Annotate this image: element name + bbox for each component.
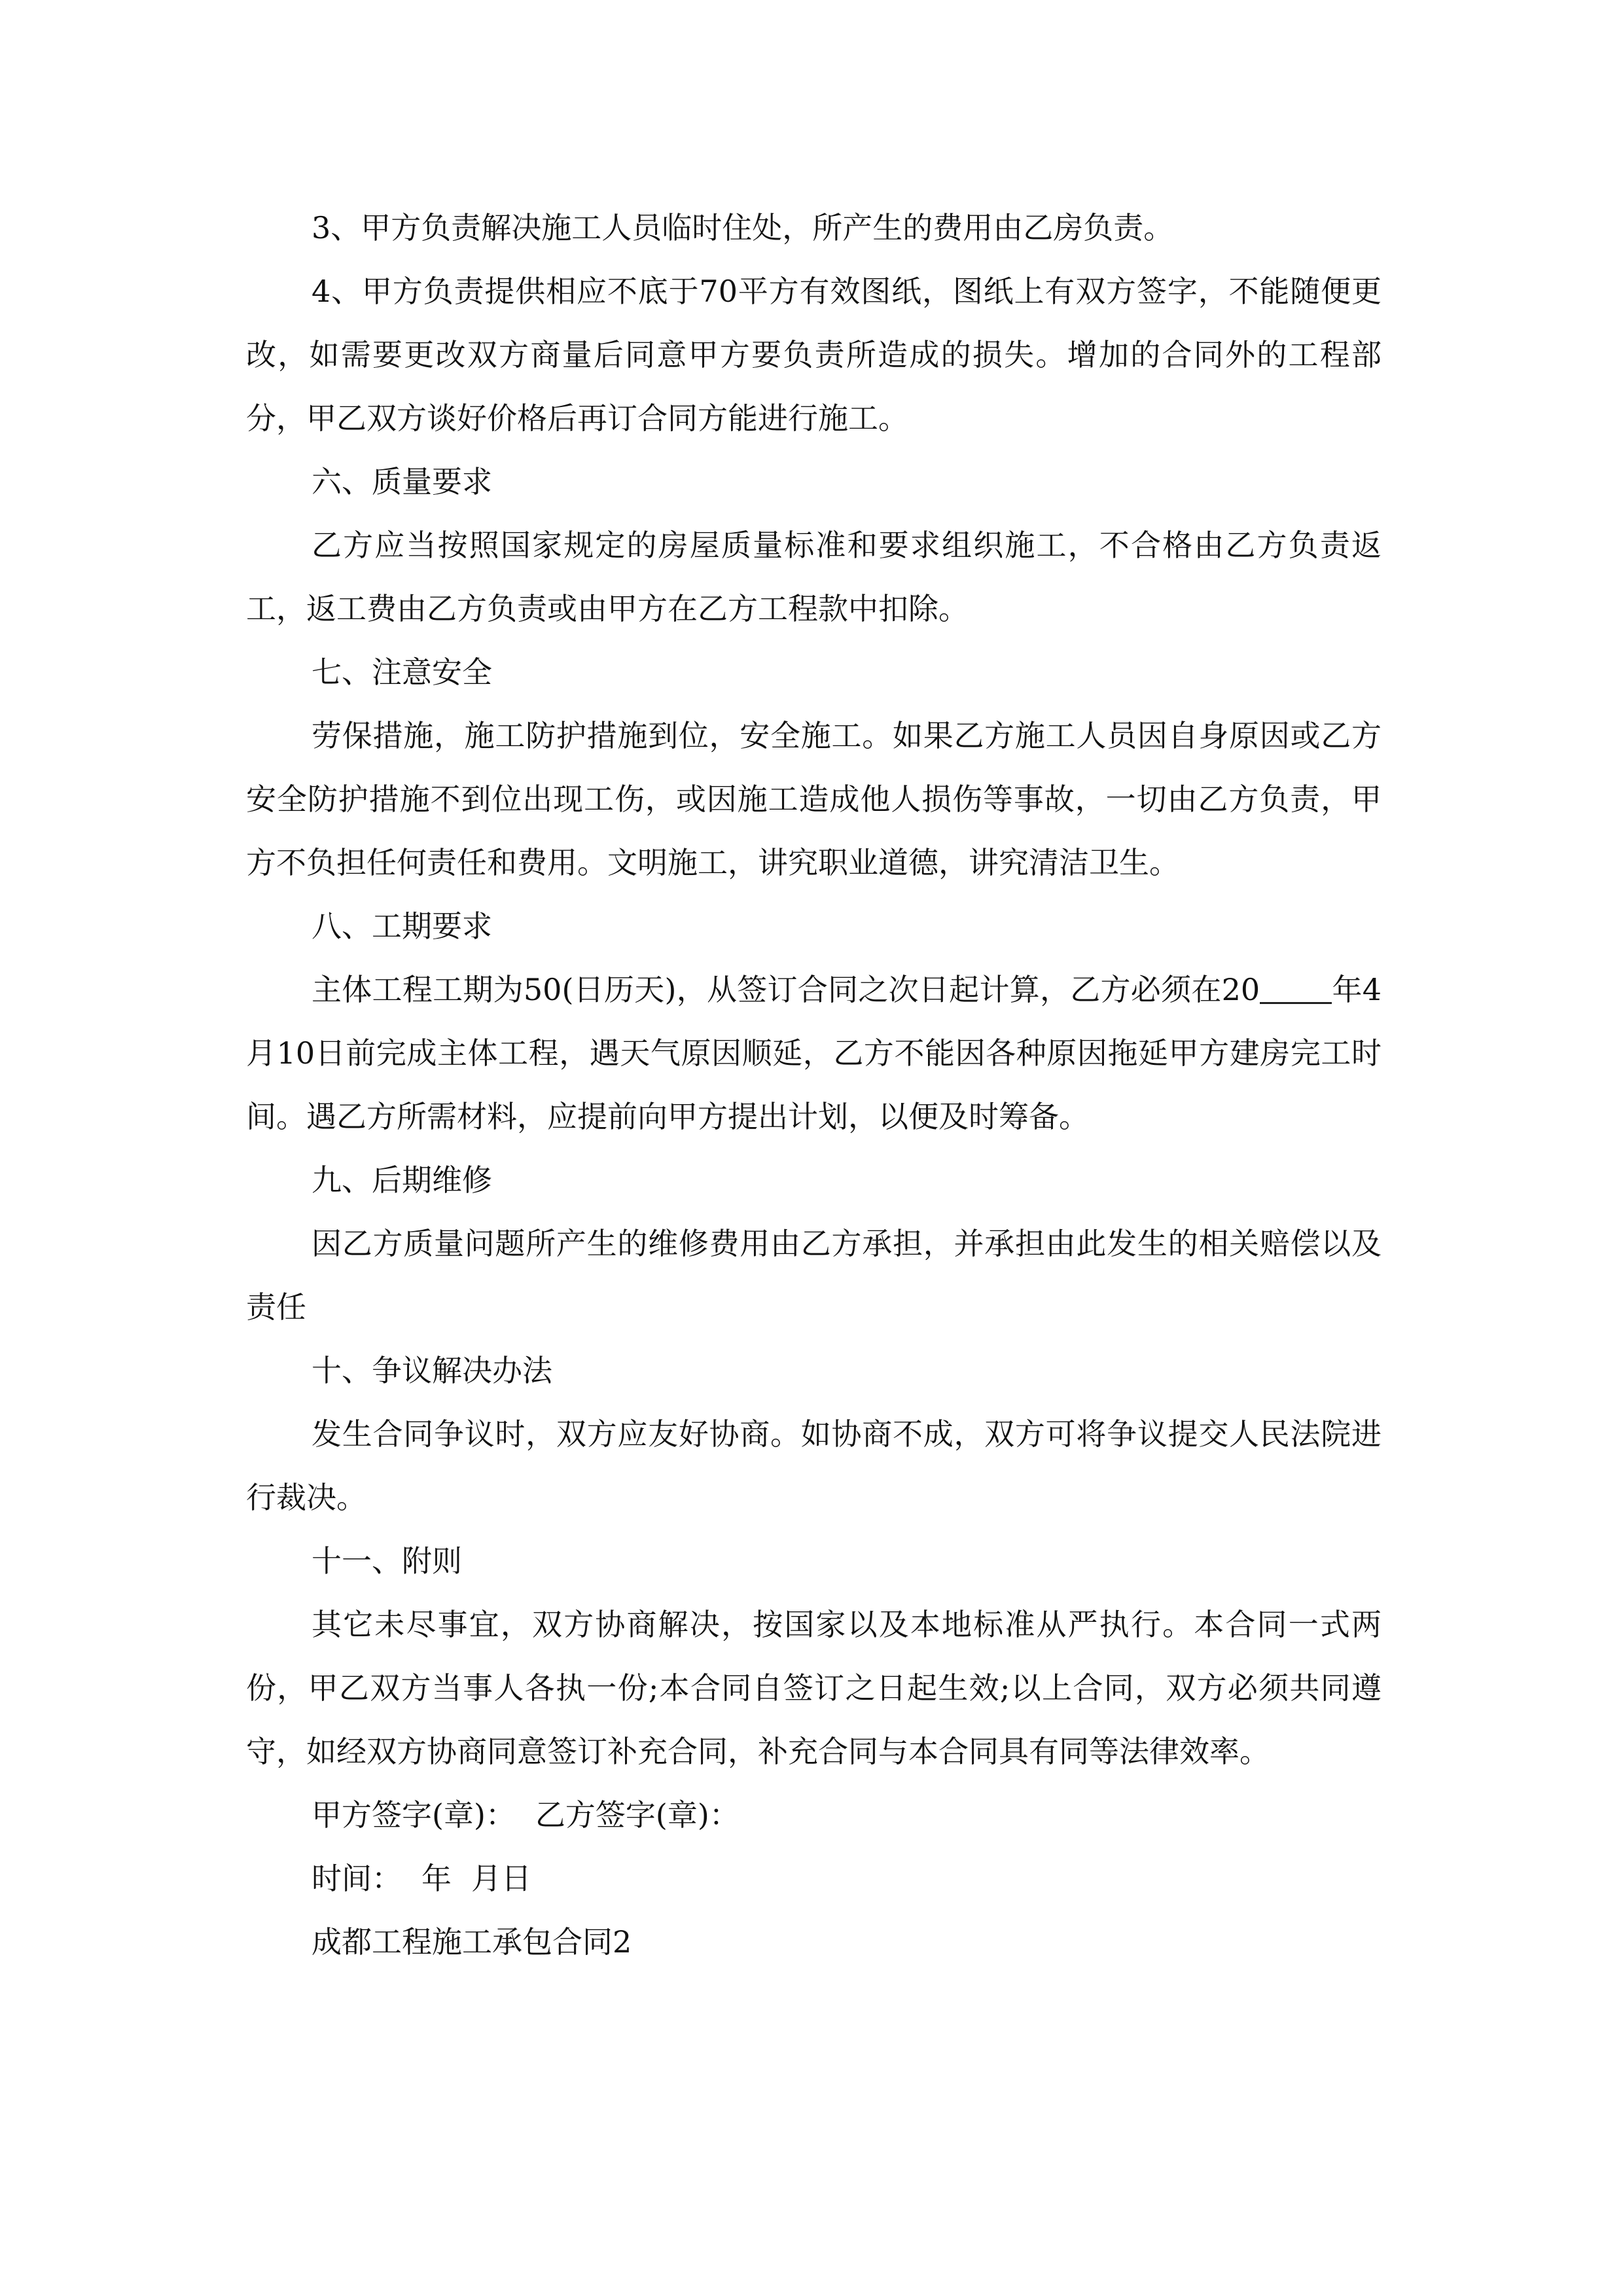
section-body-supplementary: 其它未尽事宜，双方协商解决，按国家以及本地标准从严执行。本合同一式两份，甲乙双方当事人各执一份;本合同自签订之日起生效;以上合同，双方必须共同遵守，如经双方协商同意签订补充合同，补充合同与本合同具有同等法律效率。 — [246, 1607, 1382, 1769]
next-contract-title: 成都工程施工承包合同2 — [312, 1924, 632, 1960]
clause-3: 3、甲方负责解决施工人员临时住处，所产生的费用由乙房负责。 — [312, 210, 1174, 245]
section-heading-supplementary: 十一、附则 — [312, 1543, 462, 1579]
date-line — [246, 1847, 1382, 1910]
document-body — [246, 196, 1382, 1974]
section-body-dispute: 发生合同争议时，双方应友好协商。如协商不成，双方可将争议提交人民法院进行裁决。 — [246, 1416, 1382, 1515]
section-body-maintenance: 因乙方质量问题所产生的维修费用由乙方承担，并承担由此发生的相关赔偿以及责任 — [246, 1226, 1382, 1325]
section-body-schedule — [246, 958, 1382, 1149]
year-blank-underline — [1260, 972, 1332, 1004]
section-body-quality: 乙方应当按照国家规定的房屋质量标准和要求组织施工，不合格由乙方负责返工，返工费由乙方负责或由甲方在乙方工程款中扣除。 — [246, 528, 1382, 626]
schedule-text-part2: 年4月10日前完成主体工程，遇天气原因顺延，乙方不能因各种原因拖延甲方建房完工时间。遇乙方所需材料，应提前向甲方提出计划，以便及时筹备。 — [246, 972, 1382, 1134]
signature-line — [246, 1784, 1382, 1847]
section-heading-quality: 六、质量要求 — [312, 464, 492, 499]
section-body-safety: 劳保措施，施工防护措施到位，安全施工。如果乙方施工人员因自身原因或乙方安全防护措施不到位出现工伤，或因施工造成他人损伤等事故，一切由乙方负责，甲方不负担任何责任和费用。文明施工，讲究职业道德，讲究清洁卫生。 — [246, 718, 1382, 880]
party-a-signature-label: 甲方签字(章)： — [312, 1797, 516, 1833]
date-label: 时间： — [312, 1861, 402, 1896]
section-heading-maintenance: 九、后期维修 — [312, 1162, 492, 1198]
section-heading-dispute: 十、争议解决办法 — [312, 1353, 552, 1388]
party-b-signature-label: 乙方签字(章)： — [535, 1797, 740, 1833]
clause-4: 4、甲方负责提供相应不底于70平方有效图纸，图纸上有双方签字，不能随便更改，如需要更改双方商量后同意甲方要负责所造成的损失。增加的合同外的工程部分，甲乙双方谈好价格后再订合同方能进行施工。 — [246, 274, 1382, 436]
schedule-text-part1: 主体工程工期为50(日历天)，从签订合同之次日起计算，乙方必须在20 — [312, 972, 1260, 1007]
section-heading-safety: 七、注意安全 — [312, 655, 492, 690]
date-year: 年 — [421, 1861, 452, 1896]
date-month-day: 月日 — [471, 1861, 531, 1896]
section-heading-schedule: 八、工期要求 — [312, 908, 492, 944]
